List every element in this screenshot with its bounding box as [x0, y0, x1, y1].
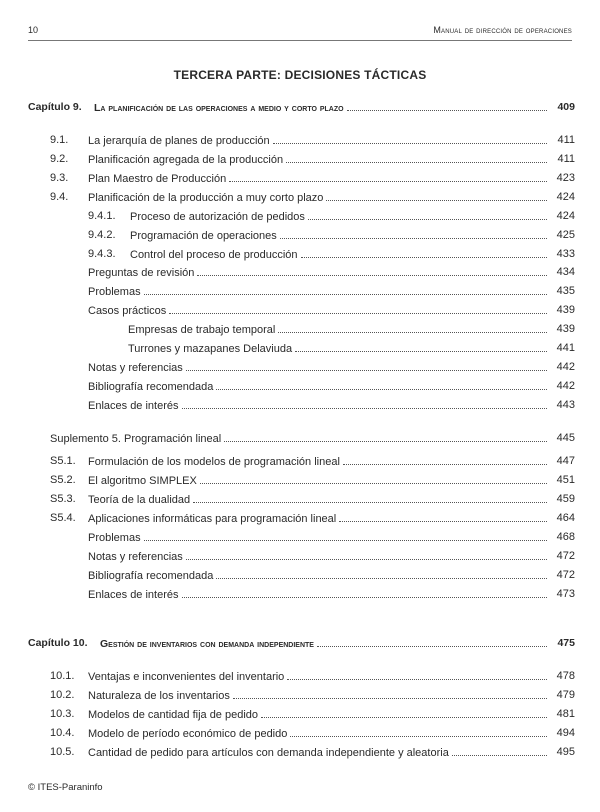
toc-entry-page: 447 [556, 455, 575, 467]
toc-entry-page: 459 [556, 493, 575, 505]
toc-entry-title: Plan Maestro de Producción [88, 173, 227, 185]
toc-entry-number: 10.3. [50, 708, 75, 720]
toc-entry-title: Naturaleza de los inventarios [88, 690, 230, 702]
dot-leader [233, 689, 547, 699]
toc-entry [0, 210, 600, 228]
dot-leader [301, 248, 547, 258]
dot-leader [278, 323, 547, 333]
copyright-footer: © ITES-Paraninfo [28, 782, 103, 793]
toc-entry-number: S5.3. [50, 493, 76, 505]
dot-leader [182, 399, 548, 409]
toc-entry [0, 474, 600, 492]
toc-entry-page: 478 [556, 670, 575, 682]
toc-entry [0, 285, 600, 303]
dot-leader [144, 285, 547, 295]
toc-entry [0, 304, 600, 322]
toc-entry-page: 495 [556, 746, 575, 758]
dot-leader [286, 153, 547, 163]
toc-entry [0, 229, 600, 247]
toc-entry-number: 10.4. [50, 727, 75, 739]
toc-entry [0, 637, 600, 655]
book-title: Manual de dirección de operaciones [433, 25, 572, 35]
toc-entry-page: 472 [556, 550, 575, 562]
dot-leader [287, 670, 547, 680]
toc-entry-title: Enlaces de interés [88, 589, 179, 601]
toc-entry-page: 464 [556, 512, 575, 524]
toc-entry [0, 380, 600, 398]
toc-entry-title: Teoría de la dualidad [88, 494, 191, 506]
dot-leader [280, 229, 547, 239]
toc-entry-page: 425 [556, 229, 575, 241]
toc-entry [0, 670, 600, 688]
toc-entry-page: 423 [556, 172, 575, 184]
page-number: 10 [28, 25, 39, 35]
toc-entry [0, 399, 600, 417]
toc-entry-number: 10.2. [50, 689, 75, 701]
toc-entry [0, 493, 600, 511]
toc-entry-page: 445 [556, 432, 575, 444]
toc-entry-title: Enlaces de interés [88, 400, 179, 412]
toc-entry-title: Control del proceso de producción [130, 249, 298, 261]
toc-entry-title: Proceso de autorización de pedidos [130, 211, 305, 223]
toc-entry [0, 266, 600, 284]
header-rule [28, 40, 572, 41]
toc-entry-title: La jerarquía de planes de producción [88, 135, 270, 147]
toc-entry-title: Empresas de trabajo temporal [128, 324, 276, 336]
toc-entry [0, 727, 600, 745]
toc-entry [0, 153, 600, 171]
toc-entry-page: 424 [556, 210, 575, 222]
toc-entry-page: 468 [556, 531, 575, 543]
toc-entry [0, 746, 600, 764]
dot-leader [197, 266, 547, 276]
toc-entry [0, 361, 600, 379]
toc-entry-title: Problemas [88, 286, 141, 298]
dot-leader [308, 210, 547, 220]
toc-entry-title: Casos prácticos [88, 305, 167, 317]
toc-entry-page: 494 [556, 727, 575, 739]
toc-entry-page: 451 [556, 474, 575, 486]
toc-entry [0, 248, 600, 266]
toc-entry-title: Cantidad de pedido para artículos con demanda independiente y aleatoria [88, 747, 449, 759]
toc-entry-title: Aplicaciones informáticas para programación lineal [88, 513, 337, 525]
part-title: TERCERA PARTE: DECISIONES TÁCTICAS [173, 68, 427, 82]
toc-entry [0, 134, 600, 152]
toc-entry-page: 481 [556, 708, 575, 720]
toc-entry-title: Planificación de la producción a muy corto plazo [88, 192, 324, 204]
toc-entry-title: Bibliografía recomendada [88, 381, 214, 393]
dot-leader [200, 474, 547, 484]
toc-entry-number: 10.1. [50, 670, 75, 682]
dot-leader [295, 342, 547, 352]
toc-entry-title: Modelo de período económico de pedido [88, 728, 288, 740]
toc-entry-number: 10.5. [50, 746, 75, 758]
toc-entry-title: Modelos de cantidad fija de pedido [88, 709, 259, 721]
toc-entry-title: Suplemento 5. Programación lineal [50, 433, 222, 445]
toc-entry-number: 9.4.3. [88, 248, 116, 260]
toc-entry-number: S5.2. [50, 474, 76, 486]
toc-entry-title: Programación de operaciones [130, 230, 277, 242]
toc-entry [0, 191, 600, 209]
toc-entry-number: 9.4.1. [88, 210, 116, 222]
toc-entry [0, 588, 600, 606]
toc-entry-page: 439 [556, 323, 575, 335]
toc-entry-page: 411 [557, 153, 575, 165]
dot-leader [347, 101, 547, 111]
toc-entry [0, 550, 600, 568]
toc-entry-page: 479 [556, 689, 575, 701]
toc-entry-page: 424 [556, 191, 575, 203]
toc-entry-title: Turrones y mazapanes Delaviuda [128, 343, 293, 355]
toc-entry-number: 9.2. [50, 153, 69, 165]
toc-entry-title: Notas y referencias [88, 362, 183, 374]
toc-entry-title: Ventajas e inconvenientes del inventario [88, 671, 285, 683]
toc-entry [0, 172, 600, 190]
toc-entry [0, 512, 600, 530]
toc-entry-page: 409 [557, 101, 575, 113]
dot-leader [290, 727, 547, 737]
toc-entry-title: Gestión de inventarios con demanda independiente [100, 638, 314, 650]
toc-entry [0, 531, 600, 549]
toc-entry [0, 455, 600, 473]
toc-entry [0, 101, 600, 119]
toc-entry-title: Notas y referencias [88, 551, 183, 563]
toc-entry-title: Preguntas de revisión [88, 267, 195, 279]
toc-entry-page: 433 [556, 248, 575, 260]
dot-leader [193, 493, 547, 503]
toc-entry-title: El algoritmo SIMPLEX [88, 475, 197, 487]
toc-entry-page: 475 [557, 637, 575, 649]
dot-leader [261, 708, 547, 718]
dot-leader [224, 432, 547, 442]
toc-entry-title: Problemas [88, 532, 141, 544]
dot-leader [169, 304, 547, 314]
toc-entry-page: 439 [556, 304, 575, 316]
toc-entry-number: 9.4.2. [88, 229, 116, 241]
toc-entry-title: Planificación agregada de la producción [88, 154, 284, 166]
toc-entry-number: S5.4. [50, 512, 76, 524]
toc-entry [0, 708, 600, 726]
dot-leader [343, 455, 547, 465]
toc-entry-title: La planificación de las operaciones a medio y corto plazo [94, 102, 344, 114]
toc-entry [0, 689, 600, 707]
toc-entry-page: 442 [556, 361, 575, 373]
toc-entry-number: 9.3. [50, 172, 69, 184]
toc-entry-number: Capítulo 10. [28, 637, 88, 649]
dot-leader [144, 531, 547, 541]
toc-entry-page: 434 [556, 266, 575, 278]
toc-entry-page: 472 [556, 569, 575, 581]
toc-entry-page: 441 [556, 342, 575, 354]
toc-entry-number: S5.1. [50, 455, 76, 467]
toc-entry-page: 443 [556, 399, 575, 411]
toc-entry-page: 435 [556, 285, 575, 297]
toc-entry [0, 432, 600, 450]
toc-entry [0, 323, 600, 341]
toc-entry [0, 569, 600, 587]
dot-leader [229, 172, 547, 182]
toc-entry-number: Capítulo 9. [28, 101, 82, 113]
toc-entry-number: 9.4. [50, 191, 69, 203]
dot-leader [186, 361, 547, 371]
toc-entry-number: 9.1. [50, 134, 69, 146]
dot-leader [326, 191, 547, 201]
toc-entry-page: 442 [556, 380, 575, 392]
running-header [28, 25, 572, 41]
toc-entry-page: 473 [556, 588, 575, 600]
toc-entry-title: Bibliografía recomendada [88, 570, 214, 582]
dot-leader [273, 134, 547, 144]
dot-leader [182, 588, 548, 598]
toc-entry-page: 411 [557, 134, 575, 146]
toc-entry-title: Formulación de los modelos de programación lineal [88, 456, 340, 468]
dot-leader [452, 746, 547, 756]
dot-leader [186, 550, 547, 560]
dot-leader [317, 637, 547, 647]
dot-leader [339, 512, 547, 522]
dot-leader [216, 380, 547, 390]
toc-entry [0, 342, 600, 360]
dot-leader [216, 569, 547, 579]
